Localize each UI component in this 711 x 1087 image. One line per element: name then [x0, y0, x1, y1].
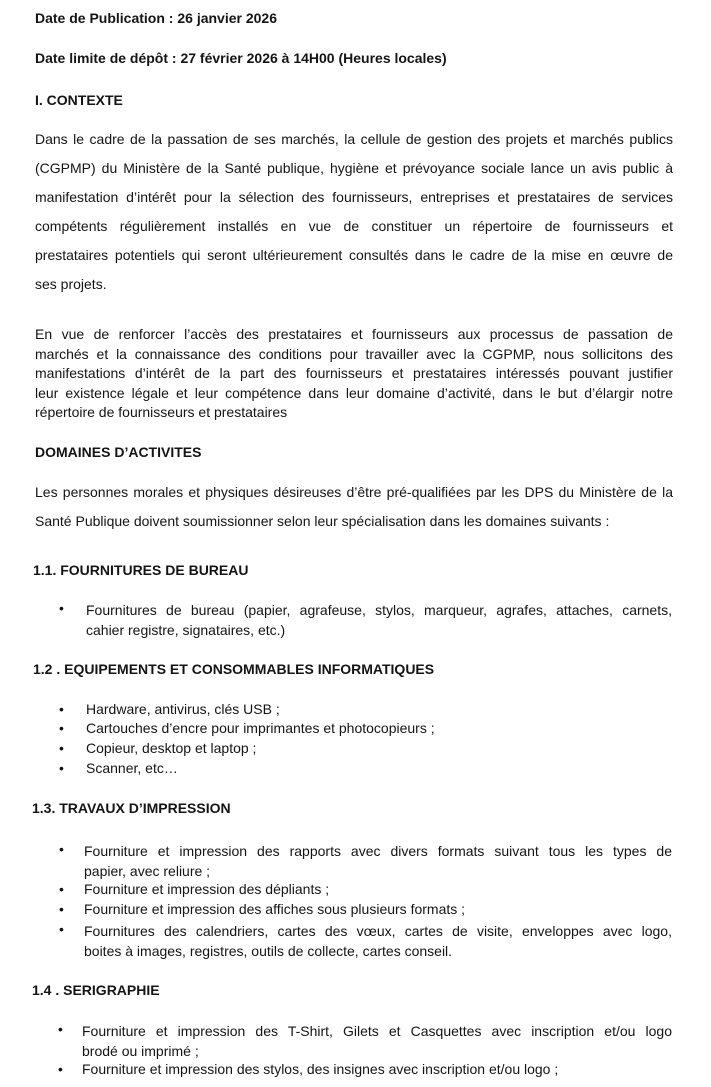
list-item: Hardware, antivirus, clés USB ; [86, 701, 280, 717]
bullet-icon: • [58, 1061, 63, 1077]
list-item [84, 841, 672, 881]
list-item-line: Fourniture et impression des T-Shirt, Gilets et Casquettes avec inscription et/ou logo [82, 1023, 672, 1039]
paragraph-line: ses projets. [35, 276, 107, 292]
publication-date: Date de Publication : 26 janvier 2026 [35, 10, 277, 26]
paragraph-line: leur existence légale et leur compétence dans leur domaine d’activité, dans le but d’élargir notre [35, 384, 673, 401]
section-title-context: I. CONTEXTE [35, 92, 123, 108]
bullet-icon: • [59, 600, 64, 616]
context-paragraph-2 [35, 325, 673, 423]
paragraph-line: compétents régulièrement installés en vue de constituer un répertoire de fournisseurs et [35, 218, 673, 234]
bullet-icon: • [59, 701, 64, 717]
list-item: Fourniture et impression des affiches sous plusieurs formats ; [84, 901, 466, 917]
paragraph-line: Santé Publique doivent soumissionner selon leur spécialisation dans les domaines suivants : [35, 513, 610, 529]
list-item [86, 600, 672, 640]
paragraph-line: Les personnes morales et physiques désireuses d’être pré-qualifiées par les DPS du Ministère de la [35, 484, 673, 500]
list-item-line: Fourniture et impression des rapports avec divers formats suivant tous les types de [84, 843, 672, 859]
paragraph-line: Dans le cadre de la passation de ses marchés, la cellule de gestion des projets et marchés publics [35, 131, 673, 147]
bullet-icon: • [59, 901, 64, 917]
list-item: Cartouches d’encre pour imprimantes et photocopieurs ; [86, 720, 435, 736]
list-item-line: papier, avec reliure ; [84, 863, 211, 879]
section-title-domains: DOMAINES D’ACTIVITES [35, 444, 202, 460]
list-item-line: Fournitures des calendriers, cartes des vœux, cartes de visite, enveloppes avec logo, [84, 923, 672, 939]
bullet-icon: • [58, 1021, 63, 1037]
paragraph-line: marchés et la connaissance des conditions pour travailler avec la CGPMP, nous sollicitons des [35, 345, 673, 362]
deadline-date: Date limite de dépôt : 27 février 2026 à 14H00 (Heures locales) [35, 50, 447, 66]
bullet-icon: • [59, 760, 64, 776]
list-item-line: cahier registre, signataires, etc.) [86, 622, 286, 638]
paragraph-line: manifestation d’intérêt pour la sélection des fournisseurs, entreprises et prestataires de services [35, 189, 673, 205]
paragraph-line: (CGPMP) du Ministère de la Santé publique, hygiène et prévoyance sociale lance un avis public à [35, 160, 673, 176]
list-item: Scanner, etc… [86, 760, 178, 776]
subsection-title-1-1: 1.1. FOURNITURES DE BUREAU [33, 562, 249, 578]
list-item: Copieur, desktop et laptop ; [86, 740, 257, 756]
paragraph-line: prestataires potentiels qui seront ultérieurement consultés dans le cadre de la mise en œuvre de [35, 247, 673, 263]
bullet-icon: • [59, 881, 64, 897]
subsection-title-1-4: 1.4 . SERIGRAPHIE [32, 982, 160, 998]
bullet-icon: • [59, 841, 64, 857]
context-paragraph-1 [35, 129, 673, 303]
list-item: Fourniture et impression des dépliants ; [84, 881, 330, 897]
list-item [82, 1021, 672, 1061]
list-item-line: boites à images, registres, outils de collecte, cartes conseil. [84, 943, 453, 959]
bullet-icon: • [59, 740, 64, 756]
list-item: Fourniture et impression des stylos, des insignes avec inscription et/ou logo ; [82, 1061, 559, 1077]
subsection-title-1-2: 1.2 . EQUIPEMENTS ET CONSOMMABLES INFORMATIQUES [33, 661, 435, 677]
bullet-icon: • [59, 720, 64, 736]
list-item-line: brodé ou imprimé ; [82, 1043, 199, 1059]
paragraph-line: En vue de renforcer l’accès des prestataires et fournisseurs aux processus de passation de [35, 326, 673, 342]
paragraph-line: manifestations d’intérêt de la part des fournisseurs et prestataires intéressés pouvant justifier [35, 365, 673, 381]
list-item-line: Fournitures de bureau (papier, agrafeuse, stylos, marqueur, agrafes, attaches, carnets, [86, 602, 672, 618]
paragraph-line: répertoire de fournisseurs et prestataires [35, 404, 288, 420]
bullet-icon: • [59, 921, 64, 937]
list-item [84, 921, 672, 961]
domains-intro [35, 482, 673, 540]
subsection-title-1-3: 1.3. TRAVAUX D’IMPRESSION [32, 800, 231, 816]
